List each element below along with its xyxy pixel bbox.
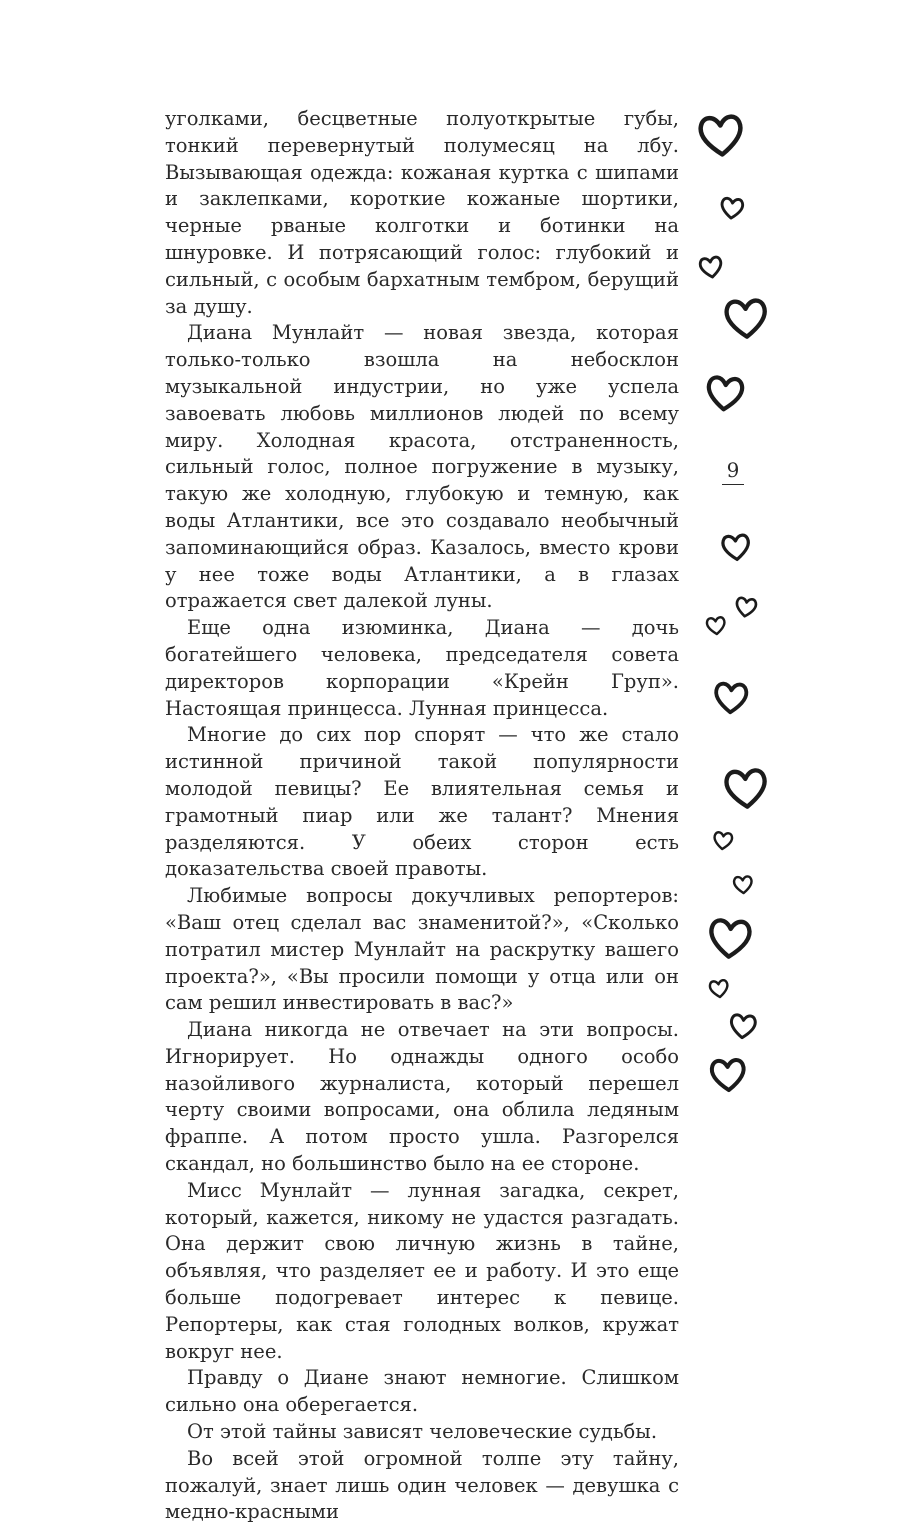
heart-outline-icon — [712, 680, 750, 715]
paragraph-4: Многие до сих пор спорят — что же стало истинной причиной такой популярности молодой певицы? Ее влиятельная семья и грамотный пиар или же талант? Мнения разделяются. У обеих сторон есть доказательства своей правоты. — [165, 723, 679, 881]
heart-outline-icon — [704, 374, 746, 412]
heart-outline-icon — [696, 112, 746, 158]
paragraph-3: Еще одна изюминка, Диана — дочь богатейшего человека, председателя совета директоров корпорации «Крейн Груп». Настоящая принцесса. Лунная принцесса. — [165, 616, 679, 720]
heart-outline-icon — [720, 532, 752, 562]
paragraph-10: Во всей этой огромной толпе эту тайну, пожалуй, знает лишь один человек — девушка с медно-красными — [165, 1446, 679, 1524]
body-text — [165, 106, 679, 1526]
heart-outline-icon — [705, 615, 727, 636]
heart-outline-icon — [706, 916, 754, 960]
heart-outline-icon — [708, 978, 730, 999]
page-number: 9 — [722, 458, 744, 485]
heart-outline-icon — [728, 1012, 758, 1040]
paragraph-8: Правду о Диане знают немногие. Слишком сильно она оберегается. — [165, 1366, 679, 1417]
paragraph-7: Мисс Мунлайт — лунная загадка, секрет, который, кажется, никому не удастся разгадать. Она держит свою личную жизнь в тайне, объявляя, что разделяет ее и работу. И это еще больше подогревает интерес к певице. Репортеры, как стая голодных волков, кружат вокруг нее. — [165, 1178, 679, 1363]
heart-outline-icon — [732, 874, 754, 895]
heart-outline-icon — [734, 596, 758, 618]
paragraph-2: Диана Мунлайт — новая звезда, которая только-только взошла на небосклон музыкальной индустрии, но уже успела завоевать любовь миллионов людей по всему миру. Холодная красота, отстраненность, сильный голос, полное погружение в музыку, такую же холодную, глубокую и темную, как воды Атлантики, все это создавало необычный запоминающийся образ. Казалось, вместо крови у нее тоже воды Атлантики, а в глазах отражается свет далекой луны. — [165, 321, 679, 613]
heart-outline-icon — [698, 255, 724, 279]
paragraph-6: Диана никогда не отвечает на эти вопросы. Игнорирует. Но однажды одного особо назойливого журналиста, который перешел черту своими вопросами, она облила ледяным фраппе. А потом просто ушла. Разгорелся скандал, но большинство было на ее стороне. — [165, 1018, 679, 1176]
paragraph-9: От этой тайны зависят человеческие судьбы. — [187, 1420, 658, 1444]
heart-outline-icon — [708, 1056, 748, 1093]
heart-outline-icon — [722, 296, 770, 340]
paragraph-1: уголками, бесцветные полуоткрытые губы, тонкий перевернутый полумесяц на лбу. Вызывающая одежда: кожаная куртка с шипами и заклепками, короткие кожаные шортики, черные рваные колготки и ботинки на шнуровке. И потрясающий голос: глубокий и сильный, с особым бархатным тембром, берущий за душу. — [165, 107, 679, 318]
heart-outline-icon — [722, 766, 770, 810]
paragraph-5: Любимые вопросы докучливых репортеров: «Ваш отец сделал вас знаменитой?», «Сколько потратил мистер Мунлайт на раскрутку вашего проекта?», «Вы просили помощи у отца или он сам решил инвестировать в вас?» — [165, 884, 679, 1015]
heart-outline-icon — [712, 830, 734, 851]
heart-outline-icon — [719, 196, 745, 220]
